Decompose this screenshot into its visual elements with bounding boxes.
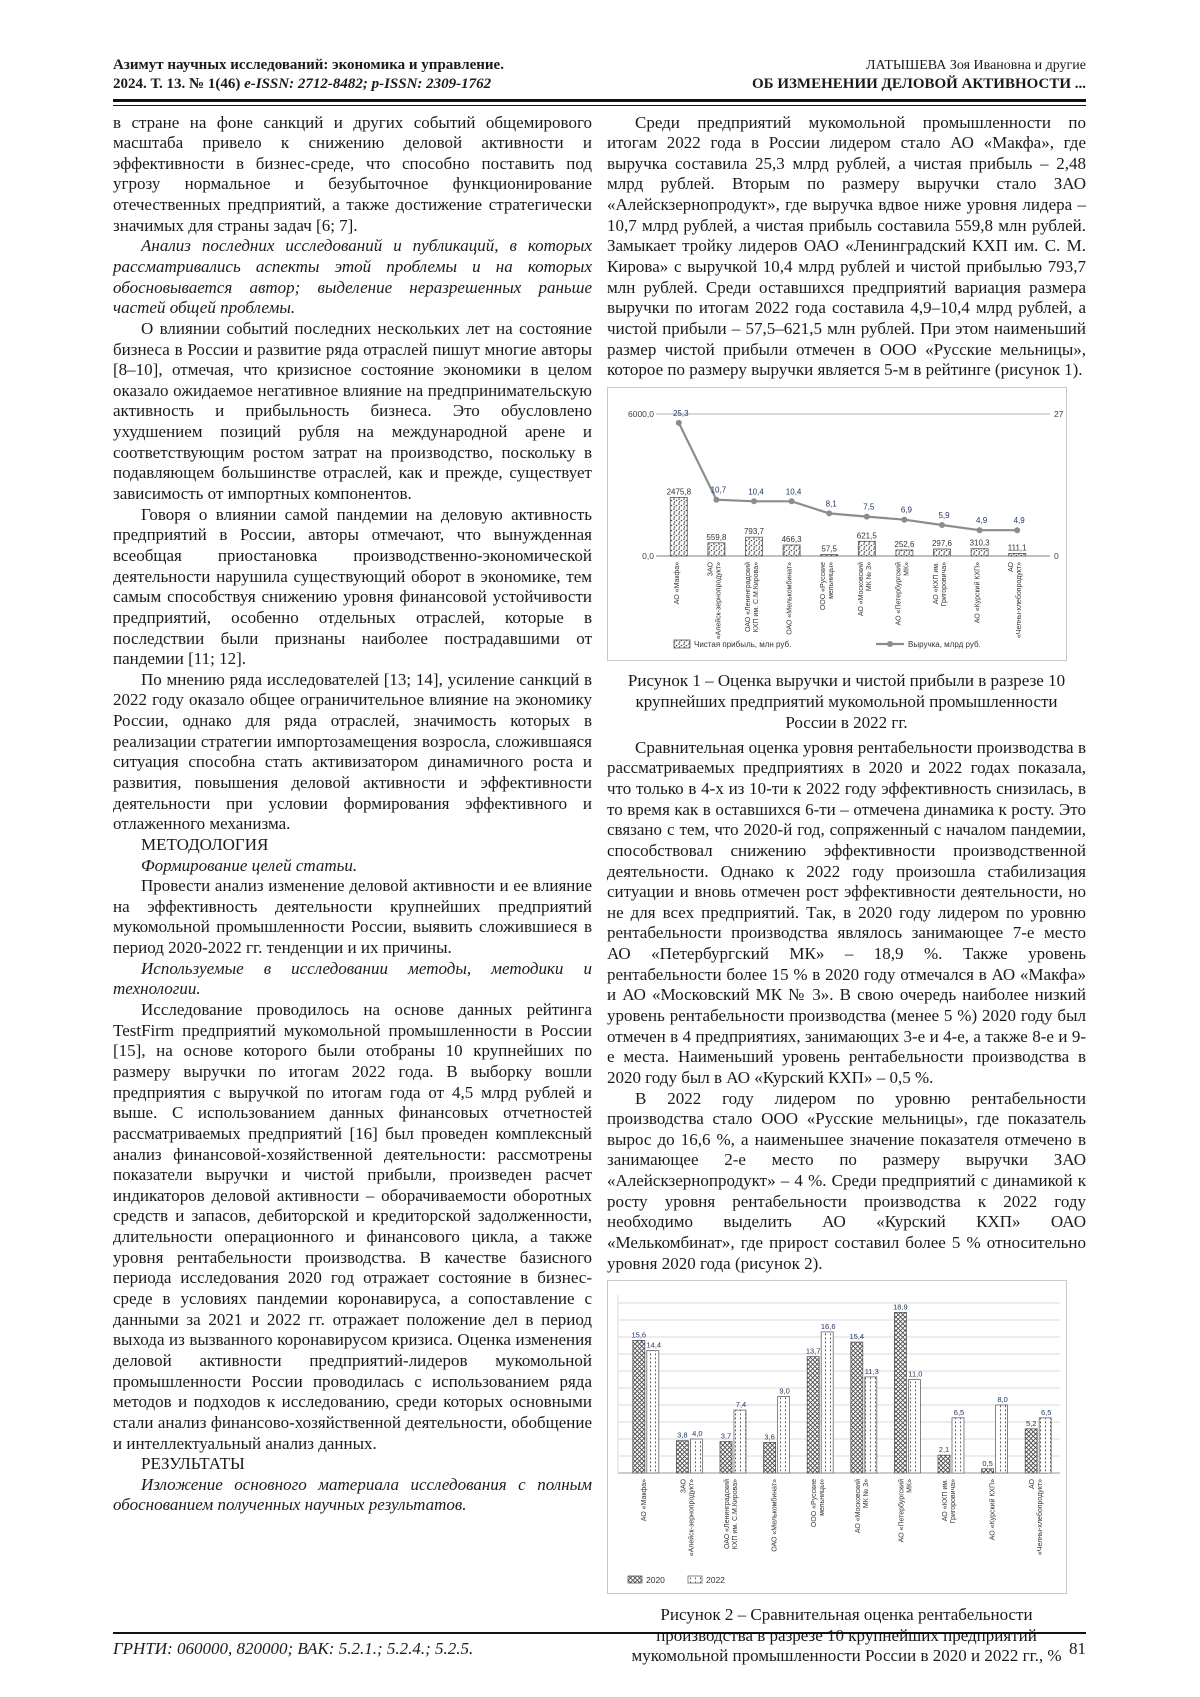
paragraph: Используемые в исследовании методы, методики и технологии. bbox=[113, 958, 592, 999]
figure-1 bbox=[607, 387, 1086, 734]
svg-text:15,6: 15,6 bbox=[631, 1330, 647, 1340]
svg-text:621,5: 621,5 bbox=[856, 531, 877, 541]
svg-text:9,0: 9,0 bbox=[779, 1386, 790, 1396]
svg-text:6,5: 6,5 bbox=[953, 1408, 965, 1418]
journal-info bbox=[113, 56, 504, 94]
svg-text:АО «Московский: АО «Московский bbox=[857, 561, 865, 616]
svg-text:КХП им. С.М.Кирова»: КХП им. С.М.Кирова» bbox=[753, 561, 760, 633]
right-column-analysis bbox=[607, 738, 1086, 1275]
svg-text:«Алейск-зернопродукт»: «Алейск-зернопродукт» bbox=[715, 561, 723, 640]
svg-text:АО «Курский КХП»: АО «Курский КХП» bbox=[974, 561, 982, 624]
paragraph: Анализ последних исследований и публикаций, в которых рассматривались аспекты этой проблемы и на которых обосновывается автор; выделение неразрешенных раньше частей общей проблемы. bbox=[113, 236, 592, 318]
svg-text:АО «Макфа»: АО «Макфа» bbox=[673, 561, 681, 605]
svg-text:АО «Макфа»: АО «Макфа» bbox=[640, 1479, 648, 1522]
svg-text:МК»: МК» bbox=[906, 1479, 914, 1494]
svg-text:ЗАО: ЗАО bbox=[680, 1479, 688, 1494]
svg-text:АО: АО bbox=[1029, 1479, 1037, 1490]
svg-text:АО «Московский: АО «Московский bbox=[854, 1479, 862, 1534]
svg-text:4,0: 4,0 bbox=[692, 1429, 703, 1439]
section-heading: РЕЗУЛЬТАТЫ bbox=[141, 1454, 245, 1474]
svg-text:3,8: 3,8 bbox=[677, 1431, 688, 1441]
figure-2-chart bbox=[607, 1280, 1067, 1594]
svg-text:11,0: 11,0 bbox=[908, 1369, 923, 1379]
svg-text:793,7: 793,7 bbox=[743, 527, 765, 537]
running-head bbox=[752, 57, 1086, 93]
svg-text:11,3: 11,3 bbox=[864, 1367, 879, 1377]
svg-text:57,5: 57,5 bbox=[821, 544, 837, 554]
svg-text:ОАО «Мелькомбинат»: ОАО «Мелькомбинат» bbox=[786, 561, 794, 635]
svg-text:2022: 2022 bbox=[706, 1575, 725, 1586]
svg-text:АО «КХП им.: АО «КХП им. bbox=[933, 561, 940, 605]
issn-info: e-ISSN: 2712-8482; p-ISSN: 2309-1762 bbox=[244, 75, 492, 92]
svg-text:10,4: 10,4 bbox=[748, 487, 764, 497]
header-rule bbox=[113, 99, 1086, 106]
svg-text:«Челны-хлебопродукт»: «Челны-хлебопродукт» bbox=[1016, 561, 1024, 638]
svg-text:8,0: 8,0 bbox=[997, 1395, 1008, 1405]
svg-text:10,4: 10,4 bbox=[785, 487, 802, 497]
svg-text:Григоровича»: Григоровича» bbox=[950, 1479, 957, 1524]
svg-text:Чистая прибыль, млн руб.: Чистая прибыль, млн руб. bbox=[694, 639, 792, 649]
svg-text:25,3: 25,3 bbox=[673, 408, 689, 418]
figure-2-caption: Рисунок 2 – Сравнительная оценка рентабельности производства в разрезе 10 крупнейших предприятий мукомольной промышленности России в 2020 и 2022 гг., % bbox=[631, 1604, 1062, 1666]
paragraph: Среди предприятий мукомольной промышленности по итогам 2022 года в России лидером стало АО «Макфа», где выручка составила 25,3 млрд рублей, а чистая прибыль – 2,48 млрд рублей. Вторым по размеру выручки стало ЗАО «Алейскзернопродукт», где выручка вдвое ниже уровня лидера – 10,7 млрд рублей, а чистая прибыль составила 559,8 млн рублей. Замыкает тройку лидеров ОАО «Ленинградский КХП им. С. М. Кирова» с выручкой 10,4 млрд рублей и чистой прибылью 793,7 млн рублей. Среди оставшихся предприятий вариация размера выручки по итогам 2022 года составила 4,9–10,4 млрд рублей, а чистой прибыли – 57,5–621,5 млн рублей. При этом наименьший размер чистой прибыли отмечен в ООО «Русские мельницы», которое по размеру выручки является 5-м в рейтинге (рисунок 1). bbox=[607, 112, 1086, 380]
page-number: 81 bbox=[1069, 1639, 1086, 1658]
page-footer bbox=[113, 1632, 1086, 1659]
svg-text:16,6: 16,6 bbox=[820, 1322, 836, 1332]
figure-1-caption: Рисунок 1 – Оценка выручки и чистой прибыли в разрезе 10 крупнейших предприятий мукомольной промышленности России в 2022 гг. bbox=[627, 671, 1066, 732]
svg-text:2,1: 2,1 bbox=[938, 1445, 950, 1455]
svg-text:АО «Петербургский: АО «Петербургский bbox=[895, 561, 903, 626]
svg-text:6000,0: 6000,0 bbox=[628, 408, 654, 419]
svg-text:мельницы»: мельницы» bbox=[819, 1479, 827, 1517]
svg-text:7,4: 7,4 bbox=[735, 1400, 747, 1410]
section-heading: МЕТОДОЛОГИЯ bbox=[141, 834, 269, 854]
figure-1-chart bbox=[607, 387, 1067, 661]
svg-text:КХП им. С.М.Кирова»: КХП им. С.М.Кирова» bbox=[732, 1479, 739, 1550]
svg-text:466,3: 466,3 bbox=[781, 534, 802, 544]
svg-text:МК № 3»: МК № 3» bbox=[865, 561, 873, 591]
svg-text:6,9: 6,9 bbox=[900, 505, 912, 515]
svg-text:310,3: 310,3 bbox=[969, 538, 990, 548]
svg-text:ООО «Русские: ООО «Русские bbox=[820, 561, 828, 610]
grnti-line: ГРНТИ: 060000, 820000; ВАК: 5.2.1.; 5.2.4.; 5.2.5. bbox=[113, 1639, 474, 1658]
svg-text:252,6: 252,6 bbox=[894, 539, 915, 549]
paragraph: Изложение основного материала исследования с полным обоснованием полученных научных результатов. bbox=[113, 1474, 592, 1515]
svg-text:7,5: 7,5 bbox=[863, 502, 875, 512]
svg-text:3,6: 3,6 bbox=[764, 1432, 775, 1442]
issue-info: 2024. Т. 13. № 1(46) bbox=[113, 75, 241, 92]
svg-text:559,8: 559,8 bbox=[706, 532, 727, 542]
svg-text:МК № 3»: МК № 3» bbox=[862, 1479, 870, 1509]
svg-text:0,5: 0,5 bbox=[982, 1459, 993, 1469]
svg-text:14,4: 14,4 bbox=[646, 1340, 662, 1350]
svg-text:5,9: 5,9 bbox=[938, 510, 950, 520]
svg-text:«Алейск-зернопродукт»: «Алейск-зернопродукт» bbox=[688, 1479, 696, 1557]
svg-text:АО «КХП им.: АО «КХП им. bbox=[942, 1479, 949, 1522]
paragraph: Формирование целей статьи. bbox=[141, 855, 358, 875]
svg-text:13,7: 13,7 bbox=[805, 1346, 821, 1356]
article-title: ОБ ИЗМЕНЕНИИ ДЕЛОВОЙ АКТИВНОСТИ ... bbox=[752, 75, 1086, 92]
paragraph: Провести анализ изменение деловой активности и ее влияние на эффективность деятельности крупнейших предприятий мукомольной промышленности России, выявить сложившиеся в период 2020-2022 гг. тенденции и их причины. bbox=[113, 876, 592, 958]
svg-text:0,0: 0,0 bbox=[642, 550, 654, 561]
svg-text:6,5: 6,5 bbox=[1040, 1408, 1052, 1418]
svg-text:ОАО «Мелькомбинат»: ОАО «Мелькомбинат» bbox=[771, 1479, 779, 1553]
svg-text:27: 27 bbox=[1054, 408, 1064, 419]
svg-text:МК»: МК» bbox=[903, 561, 911, 576]
svg-text:АО «Курский КХП»: АО «Курский КХП» bbox=[989, 1479, 997, 1541]
svg-text:8,1: 8,1 bbox=[825, 499, 837, 509]
svg-text:111,1: 111,1 bbox=[1007, 543, 1027, 553]
svg-text:4,9: 4,9 bbox=[1013, 516, 1025, 526]
svg-text:ЗАО: ЗАО bbox=[707, 561, 715, 577]
journal-title: Азимут научных исследований: экономика и управление. bbox=[113, 57, 504, 73]
svg-text:ОАО «Ленинградский: ОАО «Ленинградский bbox=[745, 561, 752, 632]
svg-text:АО: АО bbox=[1008, 561, 1016, 572]
paragraph: Говоря о влиянии самой пандемии на деловую активность предприятий в России, авторы отмечают, что вынужденная всеобщая приостановка производственно-экономической деятельности нарушила существующий оборот в экономике, тем самым способствуя снижению уровня финансовой устойчивости предприятий, особенно отдельных отраслей, которые в последствии были признаны наиболее пострадавшими от пандемии [11; 12]. bbox=[113, 504, 592, 669]
paragraph: По мнению ряда исследователей [13; 14], усиление санкций в 2022 году оказало общее ограничительное влияние на экономику России, однако для ряда отраслей, значимость которых в реализации стратегии импортозамещения возросла, сложившаяся ситуация способна стать активизатором динамичного роста и развития, повышения деловой активности и эффективности деятельности при условии формирования эффективного и отлаженного механизма. bbox=[113, 669, 592, 834]
svg-text:0: 0 bbox=[1054, 550, 1059, 561]
issue-line bbox=[113, 75, 504, 94]
paragraph: О влиянии событий последних нескольких лет на состояние бизнеса в России и развитие ряда отраслей пишут многие авторы [8–10], отмечая, что кризисное состояние экономики в целом оказало ожидаемое негативное влияние на предпринимательскую активность и прибыльность бизнеса. Это обусловлено ухудшением позиций рубля на международной арене и соответствующим ростом затрат на производство, поскольку в подавляющем большинстве отраслей, как и прежде, существует зависимость от импортных компонентов. bbox=[113, 318, 592, 504]
svg-text:5,2: 5,2 bbox=[1025, 1419, 1037, 1429]
svg-text:мельницы»: мельницы» bbox=[828, 561, 836, 599]
right-column-intro bbox=[607, 113, 1086, 381]
svg-text:10,7: 10,7 bbox=[710, 485, 727, 495]
two-column-body bbox=[113, 113, 1086, 1672]
svg-text:4,9: 4,9 bbox=[976, 516, 988, 526]
left-column bbox=[113, 113, 592, 1672]
right-column bbox=[607, 113, 1086, 1672]
svg-text:2475,8: 2475,8 bbox=[666, 487, 692, 497]
svg-text:18,9: 18,9 bbox=[893, 1302, 908, 1312]
paragraph: Исследование проводилось на основе данных рейтинга TestFirm предприятий мукомольной промышленности в России [15], на основе которого были отобраны 10 крупнейших по размеру выручки по итогам 2022 года. В выборку вошли предприятия с выручкой по итогам года от 4,5 млрд рублей и выше. С использованием данных финансовых отчетностей рассматриваемых предприятий [16] был проведен комплексный анализ финансовой-хозяйственной деятельности: рассмотрены показатели выручки и чистой прибыли, произведен расчет индикаторов деловой активности – оборачиваемости оборотных средств и запасов, дебиторской и кредиторской задолженности, длительности операционного и финансового цикла, а также уровня рентабельности производства. В качестве базисного периода исследования 2020 год отражает состояние в бизнес-среде в условиях пандемии коронавируса, а сопоставление с данными за 2021 и 2022 гг. отражает положение дел в период выхода из вызванного коронавирусом кризиса. Оценка изменения деловой активности предприятий-лидеров мукомольной промышленности России проводилась с использованием ряда методов и подходов к исследованию, среди которых основными стали анализ финансово-хозяйственной деятельности, обобщение и интеллектуальный анализ данных. bbox=[113, 1000, 592, 1453]
authors-line: ЛАТЫШЕВА Зоя Ивановна и другие bbox=[865, 58, 1086, 74]
svg-text:297,6: 297,6 bbox=[931, 538, 953, 548]
svg-text:Выручка, млрд руб.: Выручка, млрд руб. bbox=[908, 639, 981, 649]
svg-text:Григоровича»: Григоровича» bbox=[941, 561, 948, 607]
figure-2 bbox=[607, 1280, 1086, 1667]
svg-text:ООО «Русские: ООО «Русские bbox=[811, 1479, 819, 1528]
page-header bbox=[113, 56, 1086, 94]
svg-text:3,7: 3,7 bbox=[720, 1431, 732, 1441]
paragraph: Сравнительная оценка уровня рентабельности производства в рассматриваемых предприятиях в 2020 и 2022 годах показала, что только в 4-х из 10-ти к 2022 году эффективность снизилась, в то время как в оставшихся 6-ти – отмечена динамика к росту. Это связано с тем, что 2020-й год, сопряженный с началом пандемии, способствовал снижению эффективности производственной деятельности. Однако к 2022 году произошла стабилизация ситуации и вновь отмечен рост эффективности деятельности, но не для всех предприятий. Так, в 2020 году лидером по уровню рентабельности производства являлось занимающее 7-е место АО «Петербургский МК» – 18,9 %. Также уровень рентабельности более 15 % в 2020 году отмечался в АО «Макфа» и АО «Московский МК № 3». В свою очередь наиболее низкий уровень рентабельности производства (менее 5 %) 2020 году был отмечен в 4 предприятиях, занимающих 3-е и 4-е, а также 8-е и 9-е места. Наименьший уровень рентабельности производства в 2020 году был в АО «Курский КХП» – 0,5 %. bbox=[607, 737, 1086, 1087]
svg-text:АО «Петербургский: АО «Петербургский bbox=[898, 1479, 906, 1543]
svg-text:2020: 2020 bbox=[646, 1575, 665, 1586]
svg-text:ОАО «Ленинградский: ОАО «Ленинградский bbox=[724, 1479, 731, 1550]
svg-text:15,4: 15,4 bbox=[849, 1332, 865, 1342]
paragraph: В 2022 году лидером по уровню рентабельности производства стало ООО «Русские мельницы», где показатель вырос до 16,6 %, а наименьшее значение показателя отмечено в занимающее 2-е место по размеру выручки ЗАО «Алейскзернопродукт» – 4 %. Среди предприятий с динамикой к росту уровня рентабельности производства к 2022 году необходимо выделить АО «Курский КХП» ОАО «Мелькомбинат», где прирост составил более 5 % относительно уровня 2020 года (рисунок 2). bbox=[607, 1088, 1086, 1273]
svg-text:«Челны-хлебопродукт»: «Челны-хлебопродукт» bbox=[1037, 1479, 1045, 1556]
paragraph: в стране на фоне санкций и других событий общемирового масштаба привело к снижению деловой активности и эффективности в бизнес-среде, что способно поставить под угрозу нормальное и безубыточное функционирование отечественных предприятий, а также достижение стратегически значимых для страны задач [6; 7]. bbox=[113, 112, 592, 235]
